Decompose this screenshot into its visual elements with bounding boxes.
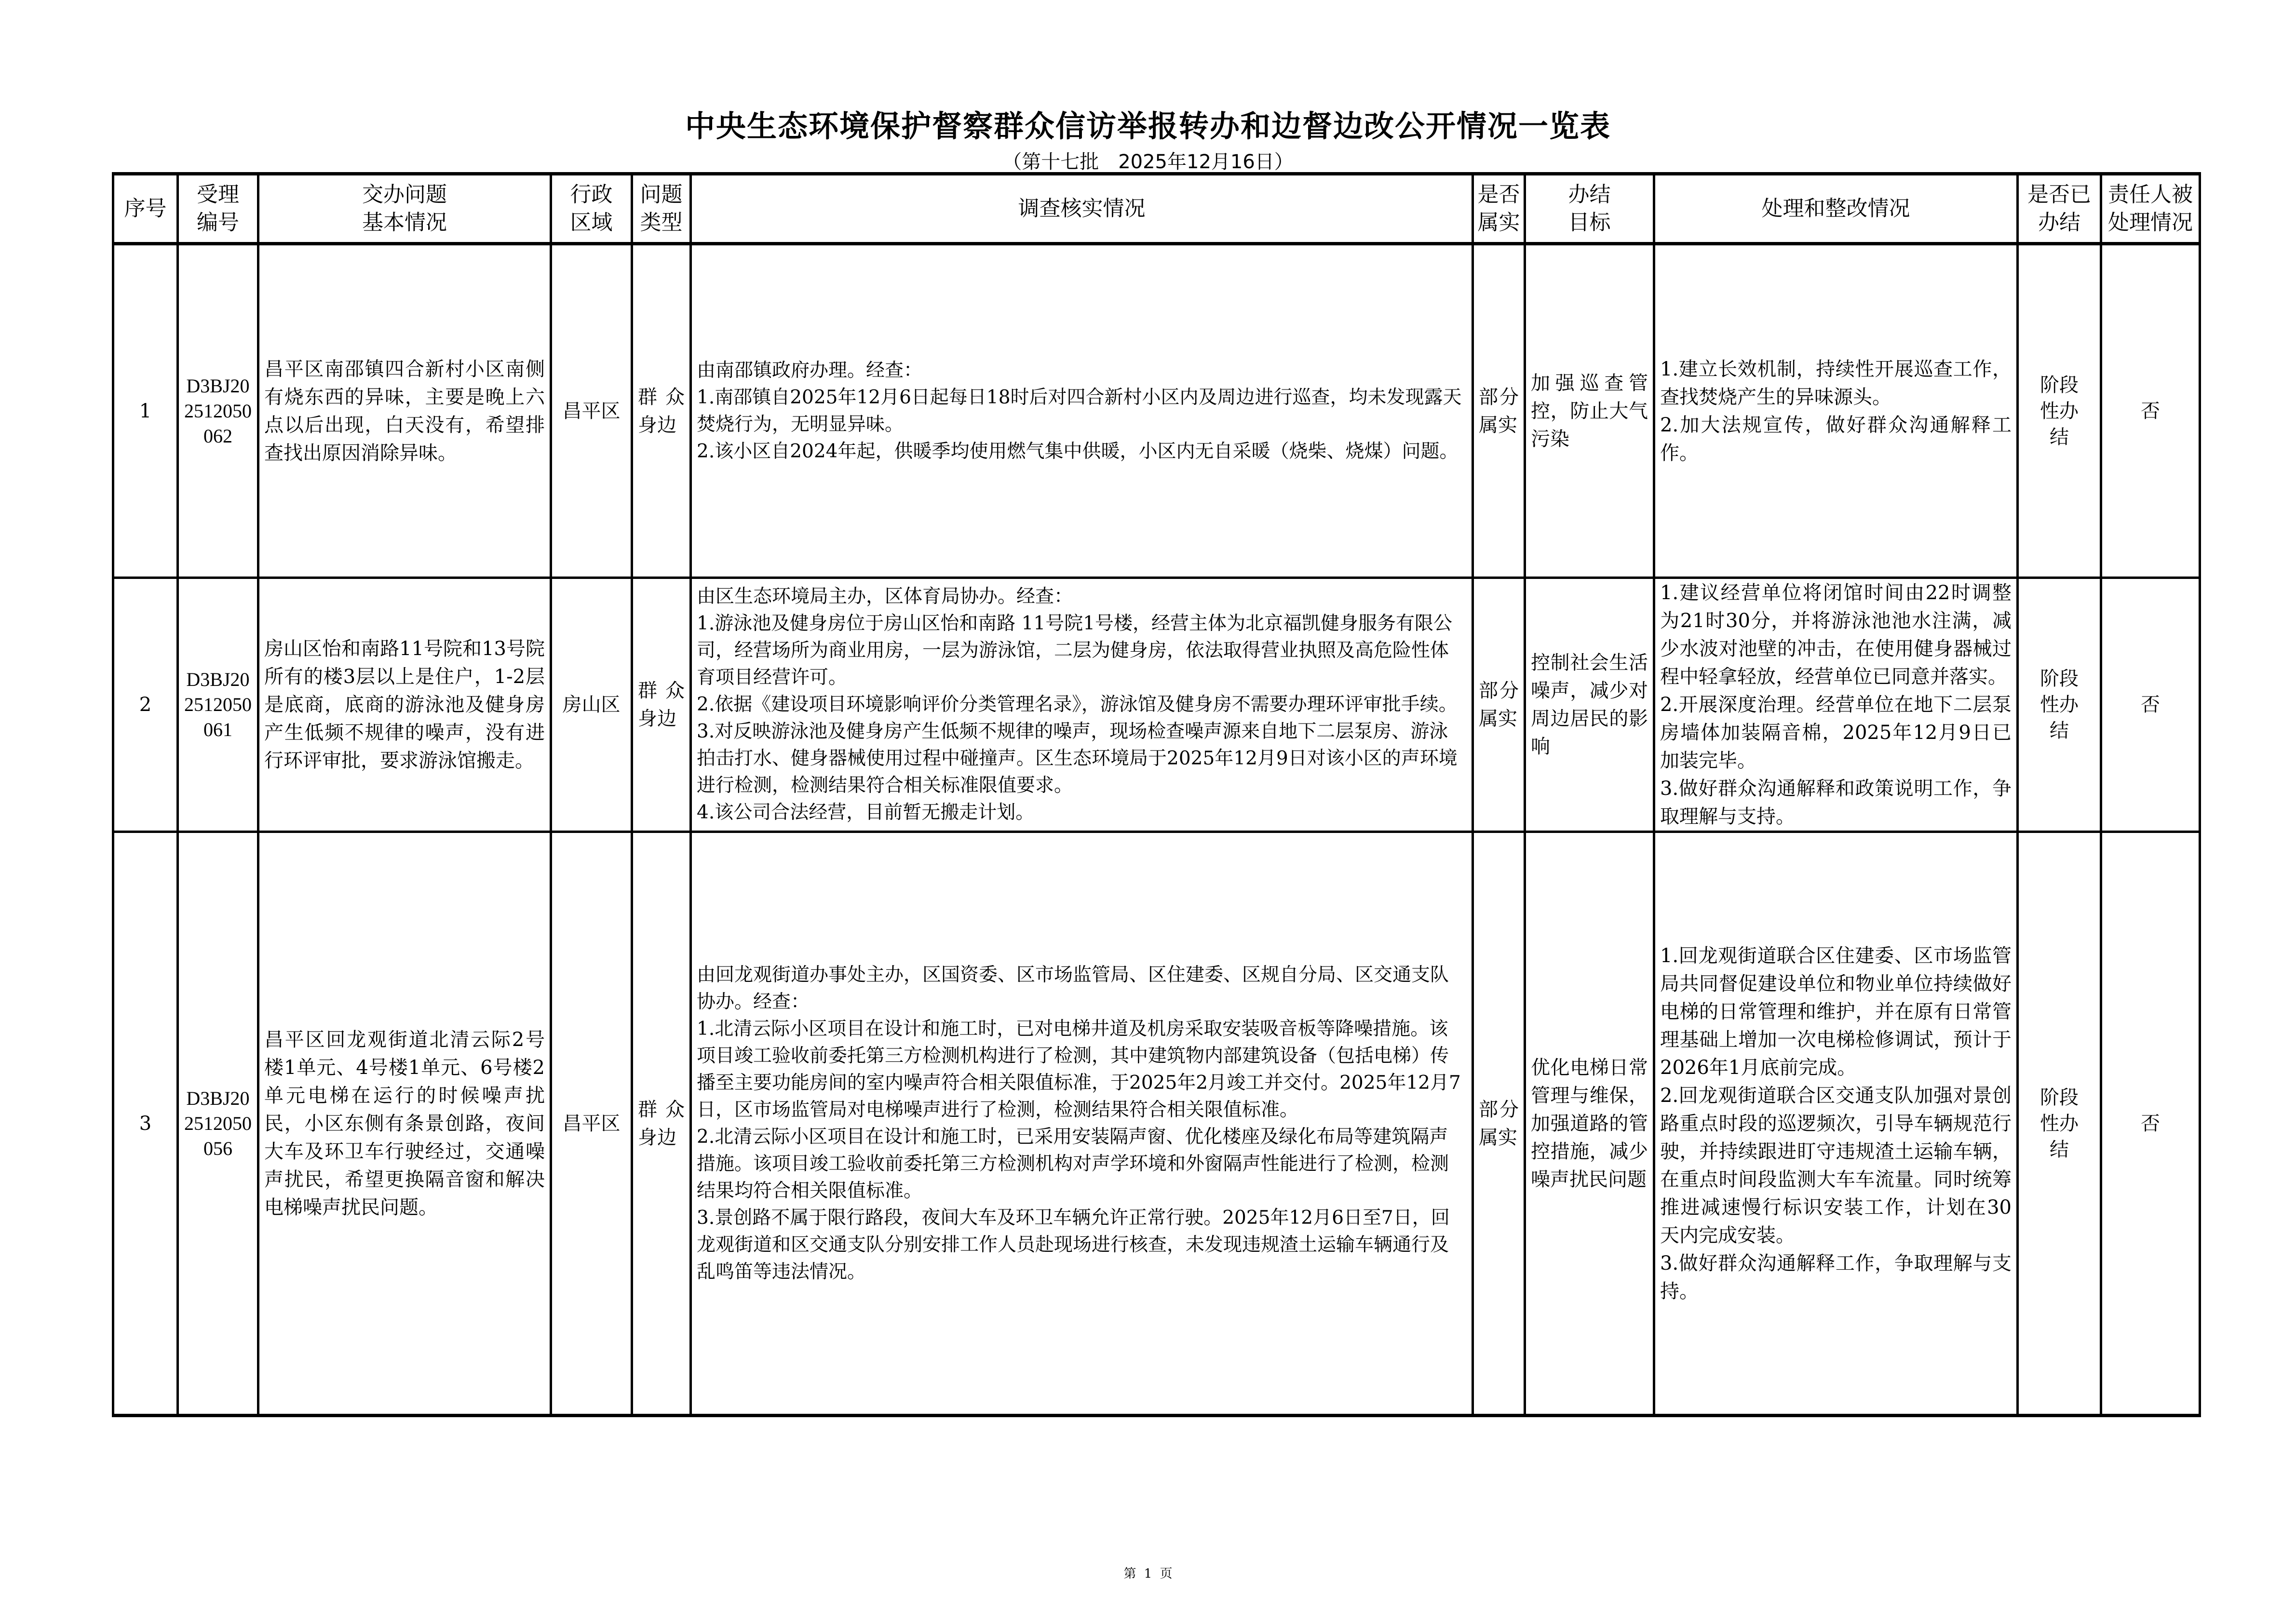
investigation-line: 由回龙观街道办事处主办，区国资委、区市场监管局、区住建委、区规自分局、区交通支队协办。经查：	[697, 964, 1449, 1013]
row-problem: 昌平区回龙观街道北清云际2号楼1单元、4号楼1单元、6号楼2单元电梯在运行的时候噪声扰民，小区东侧有条景创路，夜间大车及环卫车行驶经过，交通噪声扰民，希望更换隔音窗和解决电梯噪声扰民问题。	[258, 832, 551, 1416]
row-category: 群众身边	[632, 578, 691, 832]
header-actions: 处理和整改情况	[1654, 174, 2018, 244]
action-line: 3.做好群众沟通解释工作，争取理解与支持。	[1660, 1252, 2012, 1302]
header-investigation: 调查核实情况	[691, 174, 1473, 244]
row-case-id: D3BJ202512050062	[178, 244, 258, 578]
investigation-line: 1.南邵镇自2025年12月6日起每日18时后对四合新村小区内及周边进行巡查，均未发现露天焚烧行为，无明显异味。	[697, 386, 1462, 435]
investigation-line: 3.景创路不属于限行路段，夜间大车及环卫车辆允许正常行驶。2025年12月6日至7日，回龙观街道和区交通支队分别安排工作人员赴现场进行核查，未发现违规渣土运输车辆通行及乱鸣笛等违法情况。	[697, 1207, 1450, 1283]
table-row	[113, 578, 2200, 832]
investigation-line: 1.北清云际小区项目在设计和施工时，已对电梯井道及机房采取安装吸音板等降噪措施。该项目竣工验收前委托第三方检测机构进行了检测，其中建筑物内部建筑设备（包括电梯）传播至主要功能房间的室内噪声符合相关限值标准，于2025年2月竣工并交付。2025年12月7日，区市场监管局对电梯噪声进行了检测，检测结果符合相关限值标准。	[697, 1018, 1461, 1121]
row-actions	[1654, 832, 2018, 1416]
header-problem: 交办问题 基本情况	[258, 174, 551, 244]
row-goal: 控制社会生活噪声，减少对周边居民的影响	[1525, 578, 1654, 832]
row-goal: 加强巡查管控，防止大气污染	[1525, 244, 1654, 578]
row-case-id: D3BJ202512050061	[178, 578, 258, 832]
action-line: 2.加大法规宣传，做好群众沟通解释工作。	[1660, 414, 2012, 464]
row-investigation	[691, 244, 1473, 578]
row-district: 房山区	[551, 578, 632, 832]
row-category: 群众身边	[632, 832, 691, 1416]
row-closed: 阶段性办结	[2018, 832, 2101, 1416]
header-district: 行政 区域	[551, 174, 632, 244]
row-case-id: D3BJ202512050056	[178, 832, 258, 1416]
row-accountability: 否	[2101, 832, 2200, 1416]
investigation-line: 2.依据《建设项目环境影响评价分类管理名录》，游泳馆及健身房不需要办理环评审批手续。	[697, 694, 1458, 715]
table-header-row	[113, 174, 2200, 244]
row-district: 昌平区	[551, 832, 632, 1416]
action-line: 1.回龙观街道联合区住建委、区市场监管局共同督促建设单位和物业单位持续做好电梯的日常管理和维护，并在原有日常管理基础上增加一次电梯检修调试，预计于2026年1月底前完成。	[1660, 944, 2012, 1079]
row-goal: 优化电梯日常管理与维保，加强道路的管控措施，减少噪声扰民问题	[1525, 832, 1654, 1416]
table-row	[113, 244, 2200, 578]
investigation-line: 2.北清云际小区项目在设计和施工时，已采用安装隔声窗、优化楼座及绿化布局等建筑隔声措施。该项目竣工验收前委托第三方检测机构对声学环境和外窗隔声性能进行了检测，检测结果均符合相关限值标准。	[697, 1126, 1449, 1202]
action-line: 1.建议经营单位将闭馆时间由22时调整为21时30分，并将游泳池池水注满，减少水波对池壁的冲击，在使用健身器械过程中轻拿轻放，经营单位已同意并落实。	[1660, 582, 2012, 688]
action-line: 3.做好群众沟通解释和政策说明工作，争取理解与支持。	[1660, 778, 2012, 828]
row-closed: 阶段性办结	[2018, 244, 2101, 578]
table-row	[113, 832, 2200, 1416]
header-accountability: 责任人被 处理情况	[2101, 174, 2200, 244]
row-actions	[1654, 578, 2018, 832]
complaints-table	[112, 172, 2201, 1417]
row-investigation	[691, 578, 1473, 832]
row-verified: 部分属实	[1473, 578, 1525, 832]
header-closed: 是否已 办结	[2018, 174, 2101, 244]
document-title: 中央生态环境保护督察群众信访举报转办和边督边改公开情况一览表	[685, 108, 1611, 144]
row-district: 昌平区	[551, 244, 632, 578]
row-accountability: 否	[2101, 244, 2200, 578]
header-index: 序号	[113, 174, 178, 244]
investigation-line: 由区生态环境局主办，区体育局协办。经查：	[697, 586, 1073, 607]
action-line: 2.回龙观街道联合区交通支队加强对景创路重点时段的巡逻频次，引导车辆规范行驶，并持续跟进盯守违规渣土运输车辆，在重点时间段监测大车车流量。同时统筹推进减速慢行标识安装工作，计划在30天内完成安装。	[1660, 1084, 2012, 1247]
row-category: 群众身边	[632, 244, 691, 578]
action-line: 1.建立长效机制，持续性开展巡查工作，查找焚烧产生的异味源头。	[1660, 358, 2012, 408]
investigation-line: 2.该小区自2024年起，供暖季均使用燃气集中供暖，小区内无自采暖（烧柴、烧煤）问题。	[697, 440, 1459, 462]
row-verified: 部分属实	[1473, 832, 1525, 1416]
row-problem: 昌平区南邵镇四合新村小区南侧有烧东西的异味，主要是晚上六点以后出现，白天没有，希望排查找出原因消除异味。	[258, 244, 551, 578]
header-verified: 是否 属实	[1473, 174, 1525, 244]
row-index: 3	[113, 832, 178, 1416]
row-actions	[1654, 244, 2018, 578]
row-verified: 部分属实	[1473, 244, 1525, 578]
page-number: 第 1 页	[1123, 1567, 1173, 1581]
header-goal: 办结 目标	[1525, 174, 1654, 244]
investigation-line: 4.该公司合法经营，目前暂无搬走计划。	[697, 802, 1035, 823]
row-investigation	[691, 832, 1473, 1416]
action-line: 2.开展深度治理。经营单位在地下二层泵房墙体加装隔音棉，2025年12月9日已加装完毕。	[1660, 694, 2012, 772]
investigation-line: 1.游泳池及健身房位于房山区怡和南路 11号院1号楼，经营主体为北京福凯健身服务有限公司，经营场所为商业用房，一层为游泳馆，二层为健身房，依法取得营业执照及高危险性体育项目经营许可。	[697, 613, 1453, 688]
row-index: 1	[113, 244, 178, 578]
header-category: 问题 类型	[632, 174, 691, 244]
row-accountability: 否	[2101, 578, 2200, 832]
row-problem: 房山区怡和南路11号院和13号院所有的楼3层以上是住户，1-2层是底商，底商的游泳池及健身房产生低频不规律的噪声，没有进行环评审批，要求游泳馆搬走。	[258, 578, 551, 832]
investigation-line: 由南邵镇政府办理。经查：	[697, 359, 923, 381]
document-subtitle: （第十七批 2025年12月16日）	[1002, 151, 1294, 173]
investigation-line: 3.对反映游泳池及健身房产生低频不规律的噪声，现场检查噪声源来自地下二层泵房、游泳拍击打水、健身器械使用过程中碰撞声。区生态环境局于2025年12月9日对该小区的声环境进行检测，检测结果符合相关标准限值要求。	[697, 721, 1458, 796]
header-case-id: 受理 编号	[178, 174, 258, 244]
row-closed: 阶段性办结	[2018, 578, 2101, 832]
row-index: 2	[113, 578, 178, 832]
